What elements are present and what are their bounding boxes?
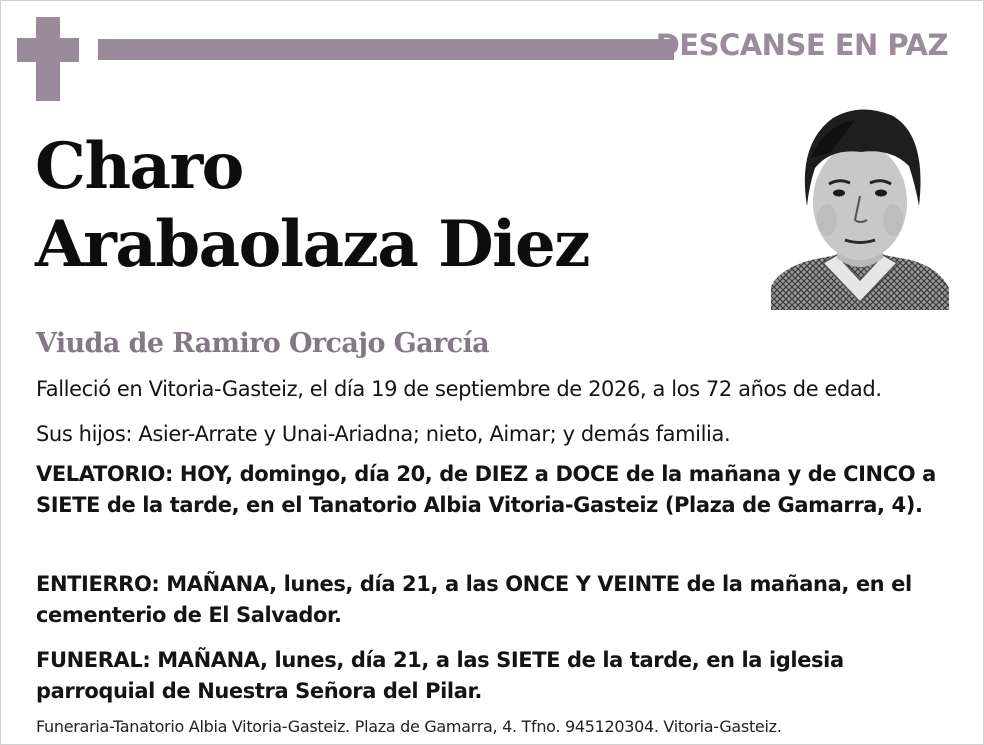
last-name: Arabaolaza Diez xyxy=(35,207,589,282)
entierro-notice: ENTIERRO: MAÑANA, lunes, día 21, a las ONCE Y VEINTE de la mañana, en el cementerio de El Salvador. xyxy=(36,572,912,627)
funeral-notice: FUNERAL: MAÑANA, lunes, día 21, a las SIETE de la tarde, en la iglesia parroquial de Nuestra Señora del Pilar. xyxy=(36,648,844,703)
family-notice: Sus hijos: Asier-Arrate y Unai-Ariadna; nieto, Aimar; y demás familia. xyxy=(36,422,731,446)
header-rule xyxy=(98,39,674,60)
deceased-name xyxy=(35,128,589,284)
death-notice: Falleció en Vitoria-Gasteiz, el día 19 de septiembre de 2026, a los 72 años de edad. xyxy=(36,377,882,401)
header-title: DESCANSE EN PAZ xyxy=(655,28,948,62)
portrait-photo xyxy=(771,98,949,310)
first-name: Charo xyxy=(35,129,243,204)
funeral-home-footer: Funeraria-Tanatorio Albia Vitoria-Gasteiz. Plaza de Gamarra, 4. Tfno. 945120304. Vitoria-Gasteiz. xyxy=(36,717,782,736)
cross-icon xyxy=(17,17,79,101)
widow-of-subtitle: Viuda de Ramiro Orcajo García xyxy=(36,328,490,359)
velatorio-notice: VELATORIO: HOY, domingo, día 20, de DIEZ a DOCE de la mañana y de CINCO a SIETE de la tarde, en el Tanatorio Albia Vitoria-Gasteiz (Plaza de Gamarra, 4). xyxy=(36,462,936,517)
